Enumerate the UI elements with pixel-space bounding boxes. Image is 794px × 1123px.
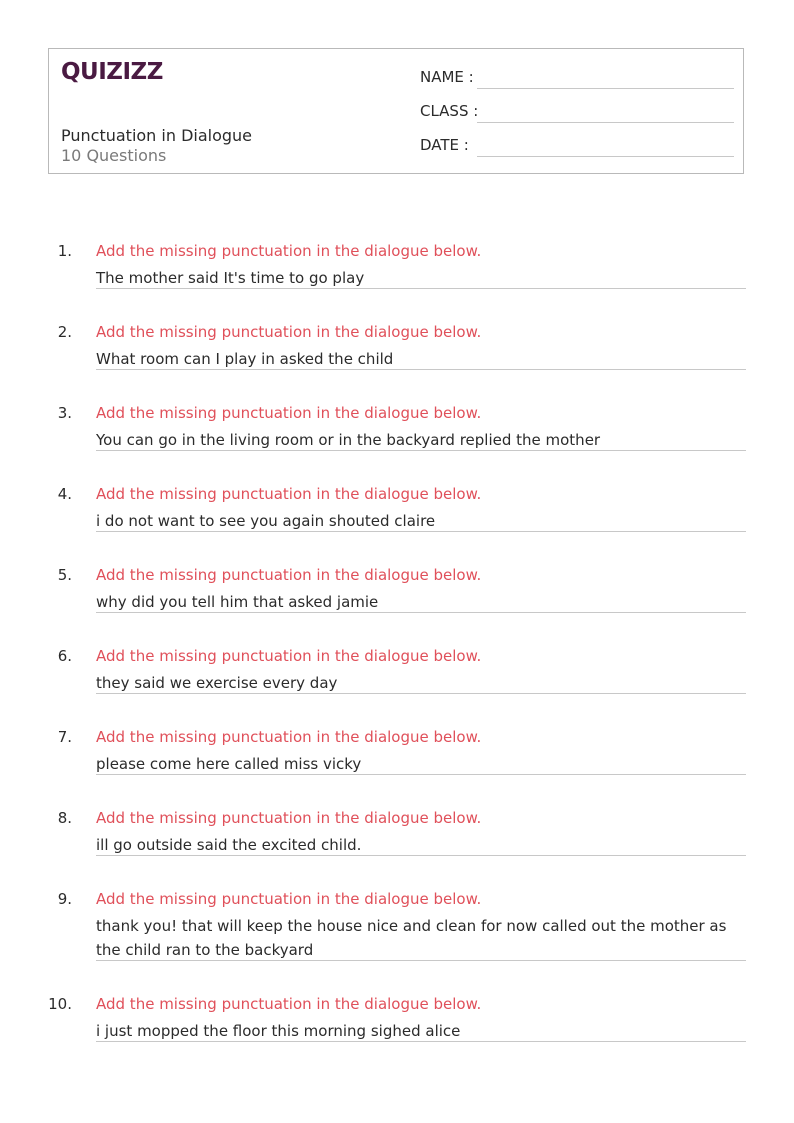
answer-line[interactable] [96,960,746,961]
question-number: 4. [57,485,72,503]
question-number: 1. [57,242,72,260]
question-number: 5. [57,566,72,584]
question-prompt: Add the missing punctuation in the dialogue below. [96,728,482,746]
dialogue-text: ill go outside said the excited child. [96,836,362,854]
worksheet-title: Punctuation in Dialogue [61,126,253,145]
answer-line[interactable] [96,693,746,694]
question-count: 10 Questions [61,146,167,165]
dialogue-text: they said we exercise every day [96,674,338,692]
answer-line[interactable] [96,369,746,370]
question-number: 10. [48,995,72,1013]
class-line[interactable] [477,122,734,123]
question-prompt: Add the missing punctuation in the dialogue below. [96,485,482,503]
question-prompt: Add the missing punctuation in the dialogue below. [96,995,482,1013]
dialogue-text: i just mopped the floor this morning sighed alice [96,1022,461,1040]
quizizz-logo: QUIZIZZ [61,59,163,85]
question-prompt: Add the missing punctuation in the dialogue below. [96,890,482,908]
answer-line[interactable] [96,612,746,613]
date-line[interactable] [477,156,734,157]
answer-line[interactable] [96,774,746,775]
question-prompt: Add the missing punctuation in the dialogue below. [96,242,482,260]
answer-line[interactable] [96,531,746,532]
date-label: DATE : [420,136,469,154]
dialogue-text: You can go in the living room or in the backyard replied the mother [96,431,601,449]
question-prompt: Add the missing punctuation in the dialogue below. [96,323,482,341]
question-number: 9. [57,890,72,908]
class-label: CLASS : [420,102,479,120]
question-prompt: Add the missing punctuation in the dialogue below. [96,404,482,422]
question-prompt: Add the missing punctuation in the dialogue below. [96,566,482,584]
question-number: 8. [57,809,72,827]
dialogue-text: What room can I play in asked the child [96,350,394,368]
answer-line[interactable] [96,855,746,856]
dialogue-text: why did you tell him that asked jamie [96,593,379,611]
question-number: 6. [57,647,72,665]
date-field[interactable] [420,136,734,160]
answer-line[interactable] [96,450,746,451]
question-prompt: Add the missing punctuation in the dialogue below. [96,809,482,827]
name-label: NAME : [420,68,474,86]
dialogue-text: i do not want to see you again shouted claire [96,512,436,530]
name-field[interactable] [420,68,734,92]
question-prompt: Add the missing punctuation in the dialogue below. [96,647,482,665]
answer-line[interactable] [96,1041,746,1042]
name-line[interactable] [477,88,734,89]
worksheet-header [48,48,744,174]
dialogue-text: thank you! that will keep the house nice and clean for now called out the mother as the child ran to the backyard [96,917,727,959]
question-number: 3. [57,404,72,422]
class-field[interactable] [420,102,734,126]
question-number: 7. [57,728,72,746]
dialogue-text: The mother said It's time to go play [96,269,365,287]
question-number: 2. [57,323,72,341]
answer-line[interactable] [96,288,746,289]
dialogue-text: please come here called miss vicky [96,755,362,773]
